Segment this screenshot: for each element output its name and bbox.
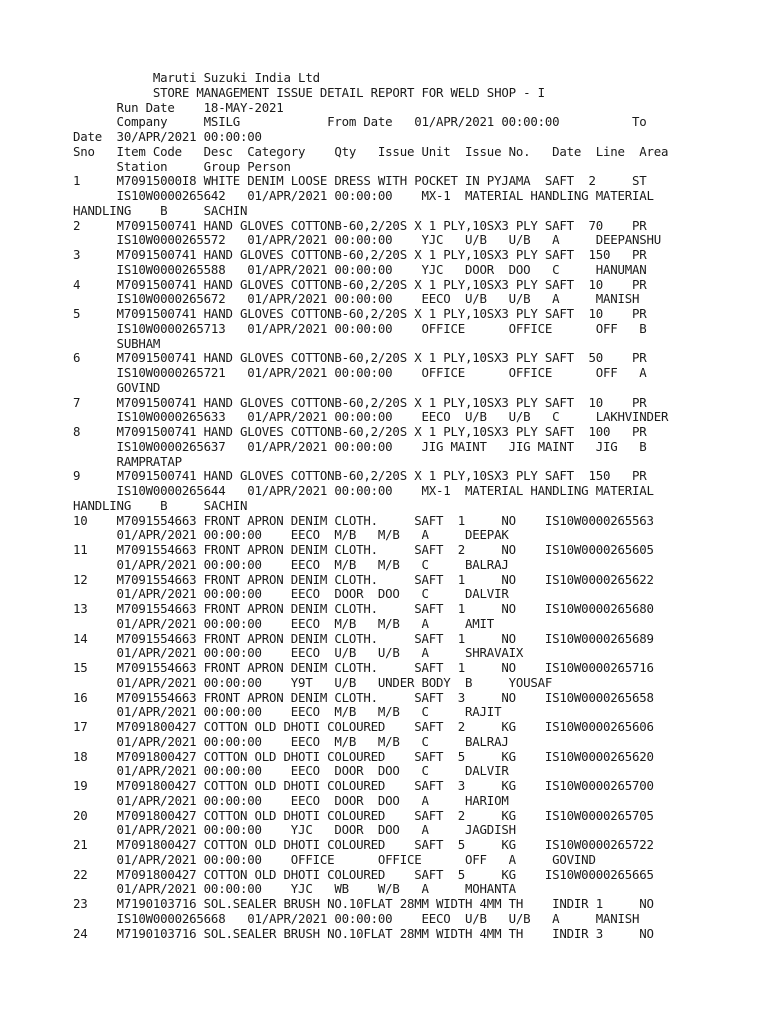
report-line: 01/APR/2021 00:00:00 Y9T U/B UNDER BODY B YOUSAF [73, 674, 553, 690]
report-line: IS10W0000265642 01/APR/2021 00:00:00 MX-1 MATERIAL HANDLING MATERIAL [73, 188, 654, 203]
report-line: 6 M7091500741 HAND GLOVES COTTONB-60,2/20S X 1 PLY,10SX3 PLY SAFT 50 PR [73, 350, 647, 366]
issue-detail-report [73, 71, 668, 941]
report-line: IS10W0000265572 01/APR/2021 00:00:00 YJC U/B U/B A DEEPANSHU [73, 232, 662, 248]
report-line: 8 M7091500741 HAND GLOVES COTTONB-60,2/20S X 1 PLY,10SX3 PLY SAFT 100 PR [73, 424, 647, 439]
report-line: 1 M70915000I8 WHITE DENIM LOOSE DRESS WITH POCKET IN PYJAMA SAFT 2 ST [73, 173, 647, 189]
report-line: 01/APR/2021 00:00:00 EECO DOOR DOO C DALVIR [73, 586, 509, 602]
report-line: IS10W0000265713 01/APR/2021 00:00:00 OFFICE OFFICE OFF B [73, 320, 647, 336]
report-line: 9 M7091500741 HAND GLOVES COTTONB-60,2/20S X 1 PLY,10SX3 PLY SAFT 150 PR [73, 468, 647, 484]
report-line: 01/APR/2021 00:00:00 EECO DOOR DOO A HARIOM [73, 792, 509, 808]
report-line: 01/APR/2021 00:00:00 EECO M/B M/B A DEEPAK [73, 527, 509, 543]
report-line: 01/APR/2021 00:00:00 EECO U/B U/B A SHRAVAIX [73, 645, 524, 661]
report-line: Run Date 18-MAY-2021 [73, 99, 284, 115]
report-line: 16 M7091554663 FRONT APRON DENIM CLOTH. SAFT 3 NO IS10W0000265658 [73, 689, 654, 705]
report-line: 11 M7091554663 FRONT APRON DENIM CLOTH. SAFT 2 NO IS10W0000265605 [73, 542, 654, 557]
report-line: 23 M7190103716 SOL.SEALER BRUSH NO.10FLAT 28MM WIDTH 4MM TH INDIR 1 NO [73, 896, 654, 911]
report-line: 20 M7091800427 COTTON OLD DHOTI COLOURED SAFT 2 KG IS10W0000265705 [73, 807, 654, 823]
report-line: 01/APR/2021 00:00:00 OFFICE OFFICE OFF A GOVIND [73, 851, 596, 867]
report-line: IS10W0000265721 01/APR/2021 00:00:00 OFFICE OFFICE OFF A [73, 365, 647, 380]
report-line: STORE MANAGEMENT ISSUE DETAIL REPORT FOR WELD SHOP - I [73, 84, 545, 100]
report-line: Sno Item Code Desc Category Qty Issue Unit Issue No. Date Line Area [73, 143, 669, 159]
report-line: 01/APR/2021 00:00:00 EECO DOOR DOO C DALVIR [73, 763, 509, 779]
report-line: IS10W0000265668 01/APR/2021 00:00:00 EECO U/B U/B A MANISH [73, 910, 640, 926]
report-line: 01/APR/2021 00:00:00 YJC DOOR DOO A JAGDISH [73, 822, 516, 838]
report-line: 21 M7091800427 COTTON OLD DHOTI COLOURED SAFT 5 KG IS10W0000265722 [73, 837, 654, 852]
report-line: 22 M7091800427 COTTON OLD DHOTI COLOURED SAFT 5 KG IS10W0000265665 [73, 866, 654, 882]
report-line: Station Group Person [73, 158, 291, 174]
report-line: 10 M7091554663 FRONT APRON DENIM CLOTH. SAFT 1 NO IS10W0000265563 [73, 512, 654, 528]
report-line: 17 M7091800427 COTTON OLD DHOTI COLOURED SAFT 2 KG IS10W0000265606 [73, 719, 654, 734]
report-line: 7 M7091500741 HAND GLOVES COTTONB-60,2/20S X 1 PLY,10SX3 PLY SAFT 10 PR [73, 394, 647, 410]
report-line: IS10W0000265637 01/APR/2021 00:00:00 JIG MAINT JIG MAINT JIG B [73, 438, 647, 454]
report-line: 4 M7091500741 HAND GLOVES COTTONB-60,2/20S X 1 PLY,10SX3 PLY SAFT 10 PR [73, 276, 647, 292]
report-line: GOVIND [73, 379, 161, 395]
report-line: 01/APR/2021 00:00:00 EECO M/B M/B C BALRAJ [73, 733, 509, 749]
report-line: 19 M7091800427 COTTON OLD DHOTI COLOURED SAFT 3 KG IS10W0000265700 [73, 778, 654, 793]
report-line: RAMPRATAP [73, 453, 182, 469]
report-line: 15 M7091554663 FRONT APRON DENIM CLOTH. SAFT 1 NO IS10W0000265716 [73, 660, 654, 675]
report-line: Company MSILG From Date 01/APR/2021 00:00:00 To [73, 114, 647, 130]
report-line: 3 M7091500741 HAND GLOVES COTTONB-60,2/20S X 1 PLY,10SX3 PLY SAFT 150 PR [73, 247, 647, 262]
report-line: 18 M7091800427 COTTON OLD DHOTI COLOURED SAFT 5 KG IS10W0000265620 [73, 748, 654, 764]
report-line: 5 M7091500741 HAND GLOVES COTTONB-60,2/20S X 1 PLY,10SX3 PLY SAFT 10 PR [73, 306, 647, 321]
report-line: HANDLING B SACHIN [73, 497, 248, 513]
report-line: 14 M7091554663 FRONT APRON DENIM CLOTH. SAFT 1 NO IS10W0000265689 [73, 630, 654, 646]
report-line: 12 M7091554663 FRONT APRON DENIM CLOTH. SAFT 1 NO IS10W0000265622 [73, 571, 654, 587]
report-line: IS10W0000265633 01/APR/2021 00:00:00 EECO U/B U/B C LAKHVINDER [73, 409, 669, 425]
report-line: 01/APR/2021 00:00:00 YJC WB W/B A MOHANTA [73, 881, 516, 897]
report-line: IS10W0000265588 01/APR/2021 00:00:00 YJC DOOR DOO C HANUMAN [73, 261, 647, 277]
report-line: 01/APR/2021 00:00:00 EECO M/B M/B A AMIT [73, 615, 495, 631]
report-line: 01/APR/2021 00:00:00 EECO M/B M/B C BALRAJ [73, 556, 509, 572]
report-line: 01/APR/2021 00:00:00 EECO M/B M/B C RAJIT [73, 704, 502, 720]
report-line: IS10W0000265644 01/APR/2021 00:00:00 MX-1 MATERIAL HANDLING MATERIAL [73, 483, 654, 498]
report-line: Date 30/APR/2021 00:00:00 [73, 129, 262, 144]
report-line: 2 M7091500741 HAND GLOVES COTTONB-60,2/20S X 1 PLY,10SX3 PLY SAFT 70 PR [73, 217, 647, 233]
report-line: SUBHAM [73, 335, 161, 351]
report-line: HANDLING B SACHIN [73, 202, 248, 218]
report-line: IS10W0000265672 01/APR/2021 00:00:00 EECO U/B U/B A MANISH [73, 291, 640, 307]
report-line: 13 M7091554663 FRONT APRON DENIM CLOTH. SAFT 1 NO IS10W0000265680 [73, 601, 654, 616]
report-line: 24 M7190103716 SOL.SEALER BRUSH NO.10FLAT 28MM WIDTH 4MM TH INDIR 3 NO [73, 925, 654, 941]
report-line: Maruti Suzuki India Ltd [73, 70, 320, 85]
